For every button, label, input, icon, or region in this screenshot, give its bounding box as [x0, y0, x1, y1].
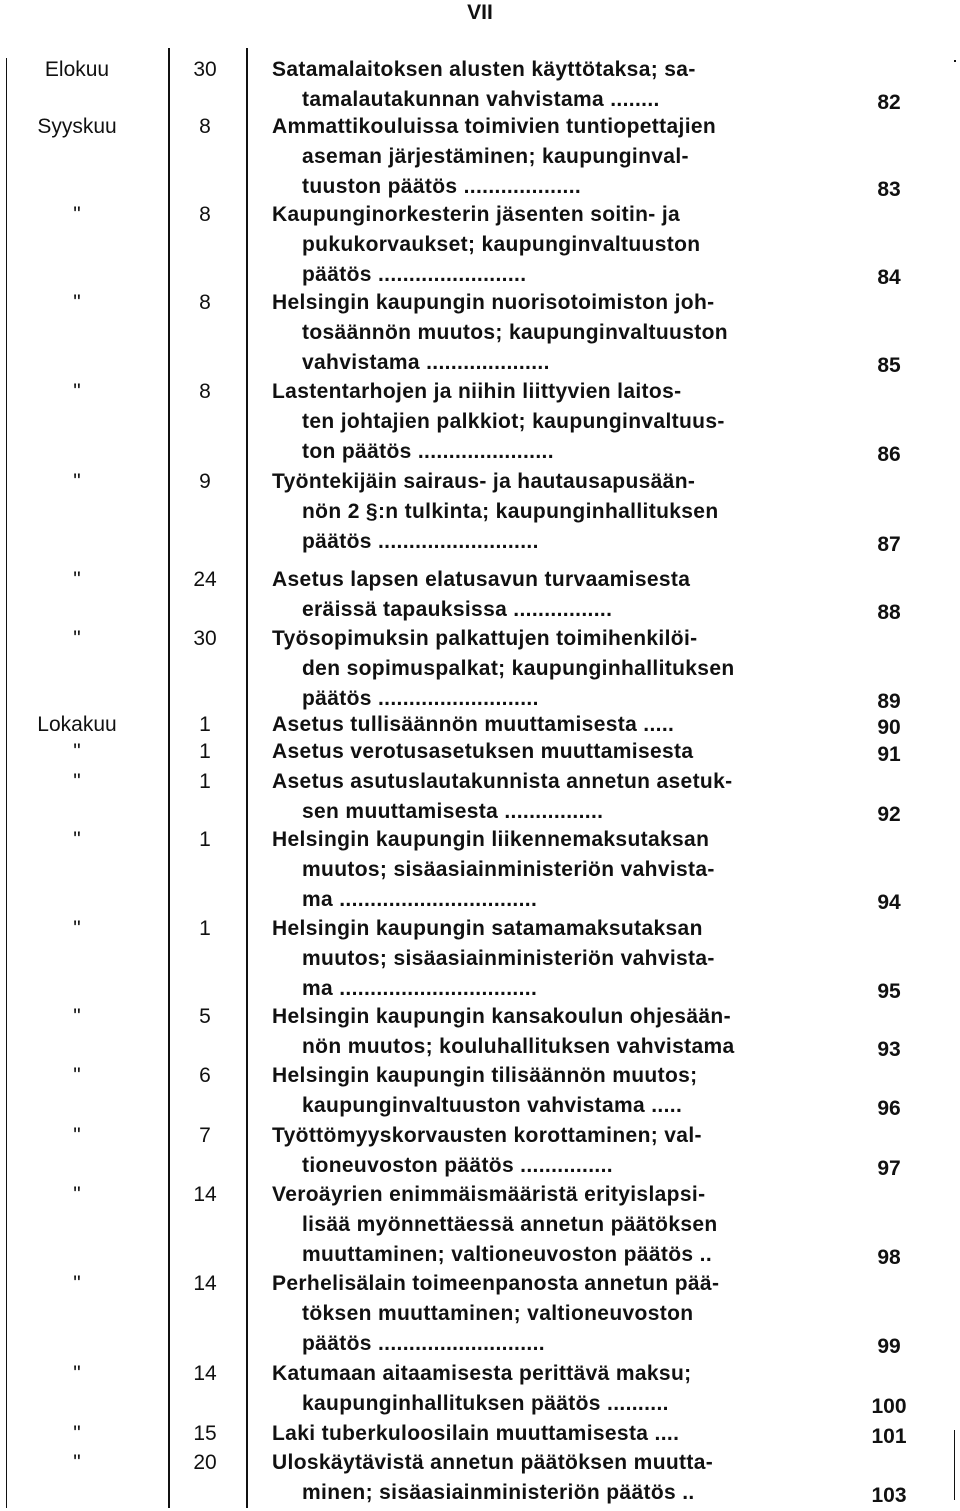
- entry-month: ": [73, 770, 81, 793]
- entry-description-line: Asetus asutuslautakunnista annetun asetuk-: [272, 770, 733, 793]
- entry-description: [272, 825, 834, 915]
- entry-description-line: tamalautakunnan vahvistama ........: [302, 88, 660, 111]
- entry-description-line: päätös ...........................: [302, 1332, 545, 1355]
- entry-page-number: 93: [877, 1038, 901, 1061]
- entry-day: 8: [199, 203, 211, 226]
- entry-day: 14: [193, 1272, 217, 1295]
- entry-day: 14: [193, 1183, 217, 1206]
- entry-day: 1: [199, 770, 211, 793]
- entry-day: 8: [199, 380, 211, 403]
- entry-description-line: nön 2 §:n tulkinta; kaupunginhallituksen: [302, 500, 719, 523]
- entry-description-line: päätös ........................: [302, 263, 527, 286]
- entry-page-number: 86: [877, 443, 901, 466]
- list-item: [0, 1451, 960, 1511]
- entry-description: [272, 737, 834, 767]
- entry-description-line: kaupunginvaltuuston vahvistama .....: [302, 1094, 683, 1117]
- entry-description-line: Ammattikouluissa toimivien tuntiopettajien: [272, 115, 717, 138]
- entry-description: [272, 1121, 834, 1181]
- list-item: [0, 1362, 960, 1422]
- entry-description: [272, 112, 834, 202]
- entry-description: [272, 1269, 834, 1359]
- entry-description-line: aseman järjestäminen; kaupunginval-: [302, 145, 689, 168]
- entry-day: 5: [199, 1005, 211, 1028]
- entry-description-line: ma ................................: [302, 888, 538, 911]
- entry-month: ": [73, 1064, 81, 1087]
- entry-description-line: muutos; sisäasiainministeriön vahvista-: [302, 947, 715, 970]
- entry-day: 20: [193, 1451, 217, 1474]
- entry-description-line: muuttaminen; valtioneuvoston päätös ..: [302, 1243, 713, 1266]
- entry-description-line: ten johtajien palkkiot; kaupunginvaltuus-: [302, 410, 725, 433]
- entry-description-line: Kaupunginorkesterin jäsenten soitin- ja: [272, 203, 681, 226]
- entry-day: 24: [193, 568, 217, 591]
- list-item: [0, 1064, 960, 1124]
- entry-description-line: kaupunginhallituksen päätös ..........: [302, 1392, 669, 1415]
- entry-description-line: vahvistama ....................: [302, 351, 550, 374]
- entry-month: ": [73, 1422, 81, 1445]
- entry-description: [272, 565, 834, 625]
- entry-month: ": [73, 627, 81, 650]
- entry-page-number: 98: [877, 1246, 901, 1269]
- entry-month: ": [73, 470, 81, 493]
- entry-description-line: tosäännön muutos; kaupunginvaltuuston: [302, 321, 728, 344]
- entry-description-line: Laki tuberkuloosilain muuttamisesta ....: [272, 1422, 680, 1445]
- entry-day: 14: [193, 1362, 217, 1385]
- entry-description-line: ma ................................: [302, 977, 538, 1000]
- entry-page-number: 94: [877, 891, 901, 914]
- entry-description-line: Perhelisälain toimeenpanosta annetun pää-: [272, 1272, 720, 1295]
- entry-day: 9: [199, 470, 211, 493]
- entry-month: ": [73, 1005, 81, 1028]
- entry-description: [272, 914, 834, 1004]
- entry-description-line: päätös ..........................: [302, 687, 539, 710]
- list-item: [0, 770, 960, 830]
- entry-description-line: Työntekijäin sairaus- ja hautausapusään-: [272, 470, 696, 493]
- entry-month: ": [73, 740, 81, 763]
- entry-page-number: 85: [877, 354, 901, 377]
- entry-day: 1: [199, 740, 211, 763]
- entry-day: 7: [199, 1124, 211, 1147]
- entry-description: [272, 1180, 834, 1270]
- list-item: [0, 1272, 960, 1362]
- entry-description: [272, 467, 834, 557]
- entry-month: ": [73, 568, 81, 591]
- entry-page-number: 92: [877, 803, 901, 826]
- entry-description-line: Asetus tullisäännön muuttamisesta .....: [272, 713, 675, 736]
- entry-description-line: lisää myönnettäessä annetun päätöksen: [302, 1213, 718, 1236]
- entry-month: ": [73, 917, 81, 940]
- entry-month: Elokuu: [44, 58, 110, 81]
- entry-page-number: 90: [877, 716, 901, 739]
- entry-description-line: Asetus verotusasetuksen muuttamisesta: [272, 740, 694, 763]
- entry-description: [272, 200, 834, 290]
- entry-month: Lokakuu: [37, 713, 117, 736]
- entry-day: 30: [193, 627, 217, 650]
- entry-description-line: Katumaan aitaamisesta perittävä maksu;: [272, 1362, 692, 1385]
- entry-month: ": [73, 291, 81, 314]
- entry-description-line: Uloskäytävistä annetun päätöksen muutta-: [272, 1451, 714, 1474]
- entry-page-number: 91: [877, 743, 901, 766]
- list-item: [0, 740, 960, 770]
- entry-description-line: Helsingin kaupungin nuorisotoimiston joh-: [272, 291, 715, 314]
- entry-page-number: 82: [877, 91, 901, 114]
- list-item: [0, 917, 960, 1007]
- entry-page-number: 97: [877, 1157, 901, 1180]
- entry-description: [272, 767, 834, 827]
- entry-description: [272, 1359, 834, 1419]
- entry-description: [272, 1002, 834, 1062]
- list-item: [0, 58, 960, 118]
- list-item: [0, 380, 960, 470]
- entry-day: 30: [193, 58, 217, 81]
- entry-month: Syyskuu: [37, 115, 117, 138]
- entry-description-line: tuuston päätös ...................: [302, 175, 582, 198]
- entry-month: ": [73, 1124, 81, 1147]
- entry-page-number: 84: [877, 266, 901, 289]
- entry-description-line: muutos; sisäasiainministeriön vahvista-: [302, 858, 715, 881]
- entry-month: ": [73, 380, 81, 403]
- entry-description-line: minen; sisäasiainministeriön päätös ..: [302, 1481, 695, 1504]
- entry-description-line: pukukorvaukset; kaupunginvaltuuston: [302, 233, 701, 256]
- entry-description-line: päätös ..........................: [302, 530, 539, 553]
- entry-description-line: Lastentarhojen ja niihin liittyvien laitos-: [272, 380, 682, 403]
- list-item: [0, 203, 960, 293]
- entry-page-number: 88: [877, 601, 901, 624]
- entry-description: [272, 55, 834, 115]
- entry-page-number: 103: [871, 1484, 907, 1507]
- list-item: [0, 1183, 960, 1273]
- entry-month: ": [73, 1362, 81, 1385]
- entry-day: 1: [199, 917, 211, 940]
- entry-page-number: 101: [871, 1425, 907, 1448]
- entry-month: ": [73, 1272, 81, 1295]
- list-item: [0, 627, 960, 717]
- entry-description-line: nön muutos; kouluhallituksen vahvistama: [302, 1035, 735, 1058]
- list-item: [0, 115, 960, 205]
- list-item: [0, 1124, 960, 1184]
- entry-day: 8: [199, 115, 211, 138]
- entry-description-line: Työsopimuksin palkattujen toimihenkilöi-: [272, 627, 698, 650]
- entry-month: ": [73, 1451, 81, 1474]
- entry-day: 8: [199, 291, 211, 314]
- entry-page-number: 100: [871, 1395, 907, 1418]
- entry-description-line: den sopimuspalkat; kaupunginhallituksen: [302, 657, 735, 680]
- entry-description-line: Helsingin kaupungin tilisäännön muutos;: [272, 1064, 698, 1087]
- entry-day: 15: [193, 1422, 217, 1445]
- list-item: [0, 291, 960, 381]
- list-item: [0, 470, 960, 560]
- entry-day: 1: [199, 713, 211, 736]
- entry-description: [272, 288, 834, 378]
- entry-page-number: 89: [877, 690, 901, 713]
- entry-day: 6: [199, 1064, 211, 1087]
- entry-page-number: 83: [877, 178, 901, 201]
- entry-description-line: tioneuvoston päätös ...............: [302, 1154, 613, 1177]
- entry-page-number: 87: [877, 533, 901, 556]
- entry-description: [272, 1448, 834, 1508]
- entry-description-line: töksen muuttaminen; valtioneuvoston: [302, 1302, 694, 1325]
- list-item: [0, 568, 960, 628]
- entry-month: ": [73, 1183, 81, 1206]
- entry-page-number: 99: [877, 1335, 901, 1358]
- entry-description-line: Helsingin kaupungin liikennemaksutaksan: [272, 828, 710, 851]
- entry-description: [272, 377, 834, 467]
- entry-description-line: eräissä tapauksissa ................: [302, 598, 613, 621]
- entry-description-line: Helsingin kaupungin satamamaksutaksan: [272, 917, 703, 940]
- entry-month: ": [73, 203, 81, 226]
- entry-description: [272, 1061, 834, 1121]
- page-number: VII: [467, 1, 493, 24]
- entry-description-line: Satamalaitoksen alusten käyttötaksa; sa-: [272, 58, 696, 81]
- entry-description: [272, 710, 834, 740]
- list-item: [0, 828, 960, 918]
- entry-description-line: Asetus lapsen elatusavun turvaamisesta: [272, 568, 691, 591]
- entry-month: ": [73, 828, 81, 851]
- entry-description-line: Helsingin kaupungin kansakoulun ohjesään-: [272, 1005, 731, 1028]
- entry-description: [272, 1419, 834, 1449]
- entry-description-line: Työttömyyskorvausten korottaminen; val-: [272, 1124, 702, 1147]
- entry-page-number: 95: [877, 980, 901, 1003]
- entry-description-line: sen muuttamisesta ................: [302, 800, 604, 823]
- entry-description-line: Veroäyrien enimmäismääristä erityislapsi-: [272, 1183, 706, 1206]
- entry-day: 1: [199, 828, 211, 851]
- entry-page-number: 96: [877, 1097, 901, 1120]
- entry-description: [272, 624, 834, 714]
- entry-description-line: ton päätös ......................: [302, 440, 554, 463]
- list-item: [0, 1005, 960, 1065]
